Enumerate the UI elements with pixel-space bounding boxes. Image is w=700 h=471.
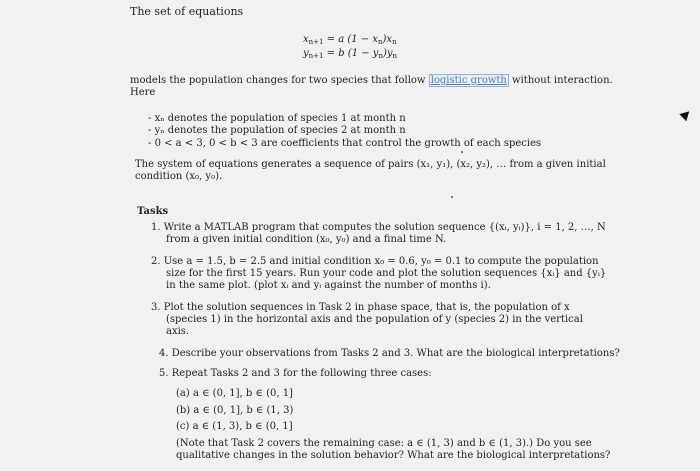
task-3-line1: 3. Plot the solution sequences in Task 2 in phase space, that is, the population of x <box>151 302 570 313</box>
task-5: 5. Repeat Tasks 2 and 3 for the following three cases: <box>159 368 432 379</box>
task-1-line2: from a given initial condition (x₀, y₀) and a final time N. <box>166 234 447 245</box>
equation-x: $x_{n+1} = a$ $(1 - x_n)x_n$ <box>303 34 397 46</box>
task-2-line3: in the same plot. (plot xᵢ and yᵢ against the number of months i). <box>166 280 491 291</box>
intro-heading: The set of equations <box>130 5 244 18</box>
case-b: (b) a ∈ (0, 1], b ∈ (1, 3) <box>176 405 294 416</box>
note-line2: qualitative changes in the solution behavior? What are the biological interpretations? <box>176 450 611 461</box>
intro-here: Here <box>130 87 156 98</box>
task-3-line3: axis. <box>166 326 190 337</box>
bullet-item: - xₙ denotes the population of species 1 at month n <box>148 113 406 124</box>
equation-y: $y_{n+1} = b$ $(1 - y_n)y_n$ <box>303 48 398 60</box>
bullet-item: - 0 < a < 3, 0 < b < 3 are coefficients that control the growth of each species <box>148 138 542 149</box>
task-2-line1: 2. Use a = 1.5, b = 2.5 and initial condition x₀ = 0.6, y₀ = 0.1 to compute the population <box>151 256 599 267</box>
system-text-line1: The system of equations generates a sequence of pairs (x₁, y₁), (x₂, y₂), … from a given initial <box>135 159 606 170</box>
case-a: (a) a ∈ (0, 1], b ∈ (0, 1] <box>176 388 293 399</box>
system-text-line2: condition (x₀, y₀). <box>135 171 223 182</box>
task-1-line1: 1. Write a MATLAB program that computes the solution sequence {(xᵢ, yᵢ)}, i = 1, 2, …, N <box>151 222 606 233</box>
case-c: (c) a ∈ (1, 3), b ∈ (0, 1] <box>176 421 293 432</box>
intro-description: models the population changes for two species that follow logistic growth without interaction. <box>130 75 613 86</box>
task-3-line2: (species 1) in the horizontal axis and the population of y (species 2) in the vertical <box>166 314 583 325</box>
task-2-line2: size for the first 15 years. Run your code and plot the solution sequences {xᵢ} and {yᵢ} <box>166 268 607 279</box>
tasks-title: Tasks <box>137 206 169 217</box>
bullet-item: - yₙ denotes the population of species 2 at month n <box>148 125 406 136</box>
stray-dot <box>461 151 463 153</box>
note-line1: (Note that Task 2 covers the remaining case: a ∈ (1, 3) and b ∈ (1, 3).) Do you see <box>176 438 592 449</box>
mouse-cursor-icon <box>679 108 692 121</box>
stray-dot <box>451 196 453 198</box>
highlighted-term[interactable]: logistic growth <box>430 75 507 86</box>
task-4: 4. Describe your observations from Tasks 2 and 3. What are the biological interpretations? <box>159 348 620 359</box>
